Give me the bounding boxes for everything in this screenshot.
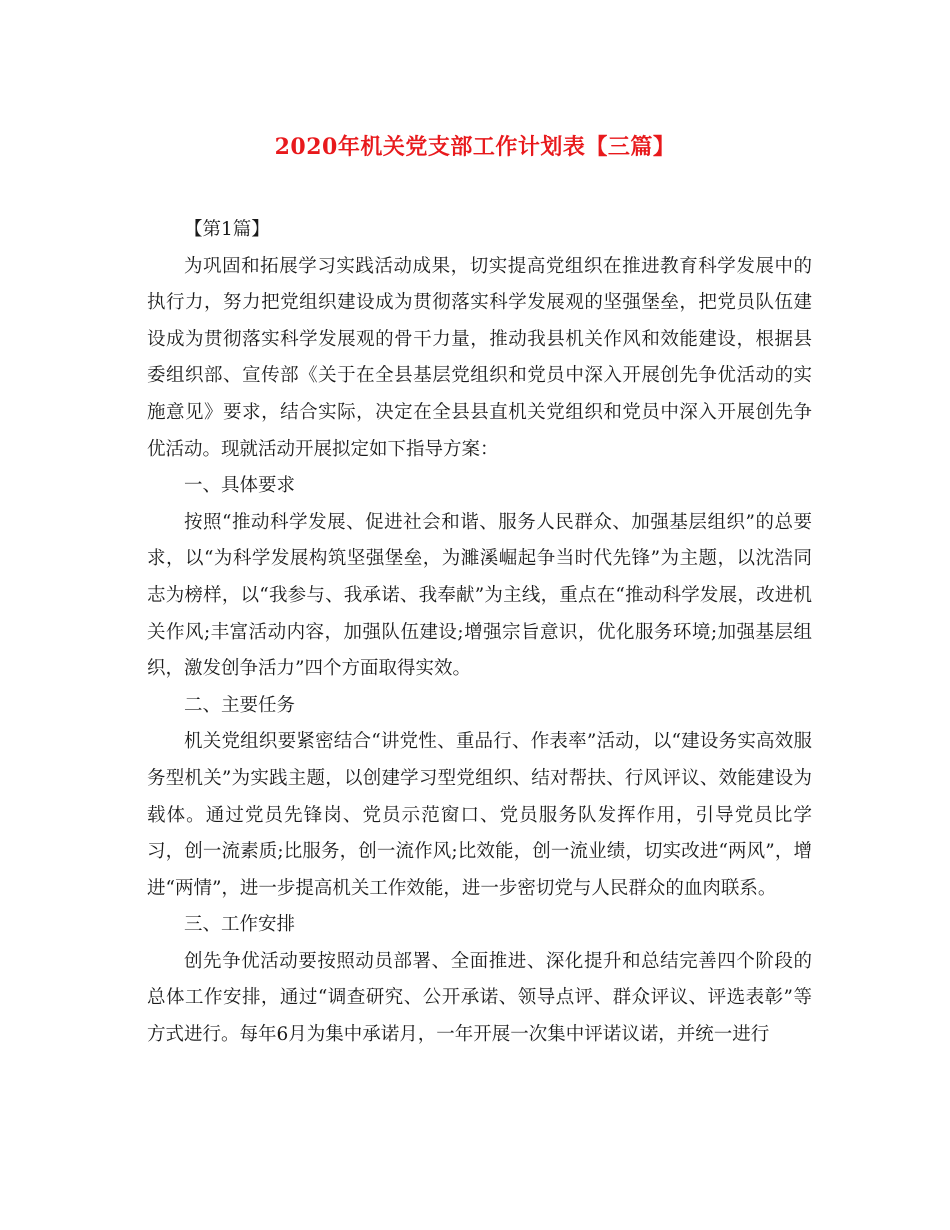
section-heading-requirements: 一、具体要求 [184,475,296,497]
intro-paragraph: 为巩固和拓展学习实践活动成果，切实提高党组织在推进教育科学发展中的执行力，努力把党组织建设成为贯彻落实科学发展观的坚强堡垒，把党员队伍建设成为贯彻落实科学发展观的骨干力量，推动我县机关作风和效能建设，根据县委组织部、宣传部《关于在全县基层党组织和党员中深入开展创先争优活动的实施意见》要求，结合实际，决定在全县县直机关党组织和党员中深入开展创先争优活动。现就活动开展拟定如下指导方案： [147,255,812,460]
schedule-paragraph: 创先争优活动要按照动员部署、全面推进、深化提升和总结完善四个阶段的总体工作安排，通过“调查研究、公开承诺、领导点评、群众评议、评选表彰”等方式进行。每年6月为集中承诺月，一年开展一次集中评诺议诺，并统一进行 [147,950,812,1046]
tasks-paragraph: 机关党组织要紧密结合“讲党性、重品行、作表率”活动，以“建设务实高效服务型机关”为实践主题，以创建学习型党组织、结对帮扶、行风评议、效能建设为载体。通过党员先锋岗、党员示范窗口、党员服务队发挥作用，引导党员比学习，创一流素质;比服务，创一流作风;比效能，创一流业绩，切实改进“两风”，增进“两情”，进一步提高机关工作效能，进一步密切党与人民群众的血肉联系。 [147,731,812,899]
section-heading-tasks: 二、主要任务 [184,694,296,716]
section-heading-schedule: 三、工作安排 [184,914,296,936]
requirements-paragraph: 按照“推动科学发展、促进社会和谐、服务人民群众、加强基层组织”的总要求，以“为科学发展构筑坚强堡垒，为濉溪崛起争当时代先锋”为主题，以沈浩同志为榜样，以“我参与、我承诺、我奉献”为主线，重点在“推动科学发展，改进机关作风;丰富活动内容，加强队伍建设;增强宗旨意识，优化服务环境;加强基层组织，激发创争活力”四个方面取得实效。 [147,511,812,680]
document-title: 2020年机关党支部工作计划表【三篇】 [274,134,676,160]
part-label: 【第1篇】 [184,219,270,240]
document-body [147,212,812,1054]
